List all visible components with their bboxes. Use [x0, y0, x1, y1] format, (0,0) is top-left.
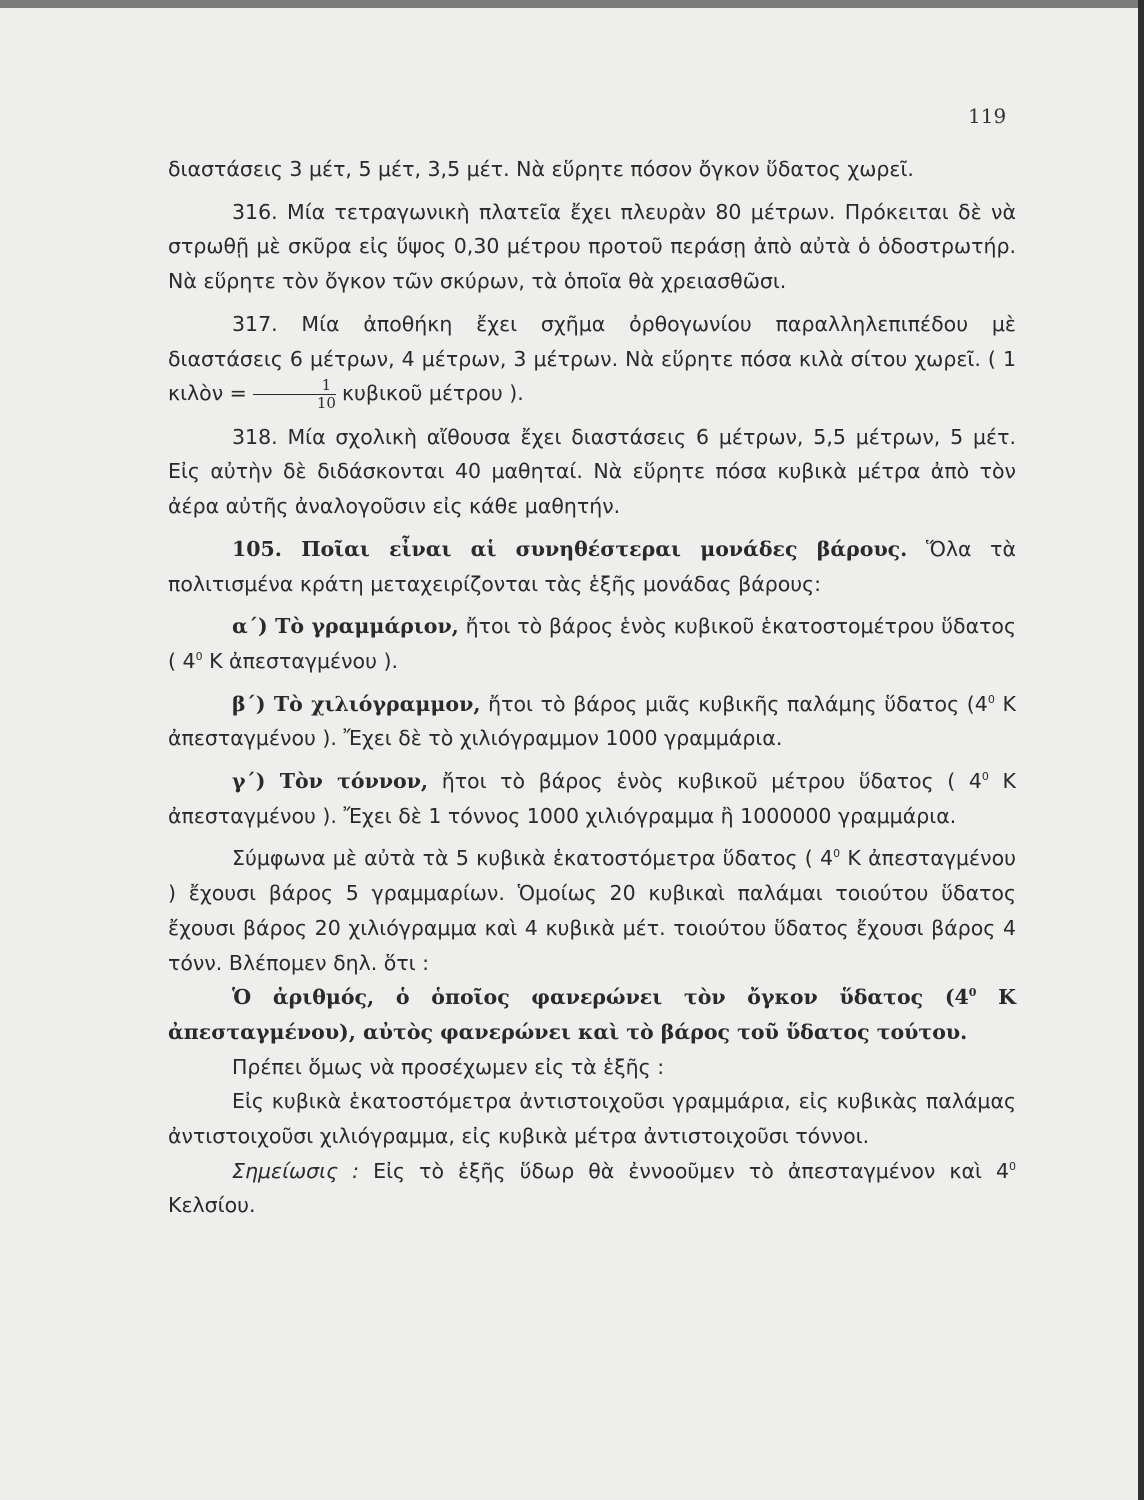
paragraph-prepei: Πρέπει ὅμως νὰ προσέχωμεν εἰς τὰ ἑξῆς :: [232, 1054, 665, 1079]
section-105-text: Ὅλα τὰ πολιτισμένα κράτη μεταχειρίζονται τὰς ἑξῆς μονάδας βάρους:: [168, 536, 1017, 596]
page-body: [168, 152, 1016, 1223]
rule-text: Ὁ ἀριθμός, ὁ ὁποῖος φανερώνει τὸν ὄγκον ὕδατος (4: [232, 985, 969, 1010]
section-105-heading: 105. Ποῖαι εἶναι αἱ συνηθέστεραι μονάδες βάρους.: [232, 536, 908, 561]
page-number: 119: [968, 104, 1007, 128]
paragraph-correspondence: Εἰς κυβικὰ ἑκατοστόμετρα ἀντιστοιχοῦσι γραμμάρια, εἰς κυβικὰς παλάμας ἀντιστοιχοῦσι χιλιόγραμμα, εἰς κυβικὰ μέτρα ἀντιστοιχοῦσι τόννοι.: [168, 1089, 1016, 1149]
unit-kilogram-text-end: Κ ἀπεσταγμένου ). Ἔχει δὲ τὸ χιλιόγραμμον 1000 γραμμάρια.: [168, 691, 1016, 751]
problem-316: 316. Μία τετραγωνικὴ πλατεῖα ἔχει πλευρὰν 80 μέτρων. Πρόκειται δὲ νὰ στρωθῇ μὲ σκῦρα εἰς ὕψος 0,30 μέτρου προτοῦ περάσῃ ἀπὸ αὐτὰ ὁ ὁδοστρωτήρ. Νὰ εὕρητε τὸν ὄγκον τῶν σκύρων, τὰ ὁποῖα θὰ χρειασθῶσι.: [168, 199, 1016, 294]
problem-318: 318. Μία σχολικὴ αἴθουσα ἔχει διαστάσεις 6 μέτρων, 5,5 μέτρων, 5 μέτ. Εἰς αὐτὴν δὲ διδάσκονται 40 μαθηταί. Νὰ εὕρητε πόσα κυβικὰ μέτρα ἀπὸ τὸν ἀέρα αὐτῆς ἀναλογοῦσιν εἰς κάθε μαθητήν.: [168, 424, 1016, 519]
degree-mark: 0: [1008, 1159, 1016, 1173]
section-105: [168, 532, 1016, 601]
unit-kilogram: [168, 687, 1016, 756]
rule-statement: [168, 980, 1016, 1049]
paragraph-symfona-text: Σύμφωνα μὲ αὐτὰ τὰ 5 κυβικὰ ἑκατοστόμετρα ὕδατος ( 4: [232, 846, 834, 871]
note-text: Εἰς τὸ ἑξῆς ὕδωρ θὰ ἐννοοῦμεν τὸ ἀπεσταγμένον καὶ 4: [373, 1158, 1009, 1183]
degree-mark: 0: [968, 986, 977, 1000]
fraction-denominator: 10: [316, 393, 336, 412]
degree-mark: 0: [981, 770, 989, 784]
unit-gram-text: ἤτοι τὸ βάρος ἑνὸς κυβικοῦ ἑκατοστομέτρου ὕδατος ( 4: [168, 614, 1016, 673]
paragraph-symfona: [168, 841, 1016, 980]
problem-317-tail: κυβικοῦ μέτρου ).: [341, 381, 524, 406]
rule-text-end: Κ ἀπεσταγμένου), αὐτὸς φανερώνει καὶ τὸ βάρος τοῦ ὕδατος τούτου.: [168, 985, 1016, 1044]
note-text-end: Κελσίου.: [168, 1193, 256, 1218]
note: [168, 1154, 1016, 1223]
scan-top-edge: [0, 0, 1144, 8]
fraction-numerator: 1: [253, 377, 336, 395]
paragraph-symfona-text-end: Κ ἀπεσταγμένου ) ἔχουσι βάρος 5 γραμμαρίων. Ὁμοίως 20 κυβικαὶ παλάμαι τοιούτου ὕδατος ἔχουσι βάρος 20 χιλιόγραμμα καὶ 4 κυβικὰ μέτ. τοιούτου ὕδατος ἔχουσι βάρος 4 τόνν. Βλέπομεν δηλ. ὅτι :: [168, 846, 1016, 975]
degree-mark: 0: [833, 847, 841, 861]
problem-317-text: 317. Μία ἀποθήκη ἔχει σχῆμα ὀρθογωνίου παραλληλεπιπέδου μὲ διαστάσεις 6 μέτρων, 4 μέτρων, 3 μέτρων. Νὰ εὕρητε πόσα κιλὰ σίτου χωρεῖ. ( 1 κιλὸν =: [168, 311, 1016, 406]
unit-kilogram-text: ἤτοι τὸ βάρος μιᾶς κυβικῆς παλάμης ὕδατος (4: [488, 691, 988, 716]
unit-kilogram-label: β΄) Τὸ χιλιόγραμμον,: [232, 691, 481, 716]
problem-317: [168, 307, 1016, 412]
unit-gram: [168, 609, 1016, 678]
problem-315-continuation: διαστάσεις 3 μέτ, 5 μέτ, 3,5 μέτ. Νὰ εὕρητε πόσον ὄγκον ὕδατος χωρεῖ.: [168, 157, 914, 181]
unit-ton-text: ἤτοι τὸ βάρος ἑνὸς κυβικοῦ μέτρου ὕδατος ( 4: [441, 769, 982, 794]
unit-gram-label: α΄) Τὸ γραμμάριον,: [232, 614, 459, 639]
degree-mark: 0: [195, 649, 203, 663]
fraction: [253, 377, 336, 412]
scan-right-edge: [1138, 0, 1144, 1500]
unit-ton: [168, 764, 1016, 833]
unit-gram-text-end: Κ ἀπεσταγμένου ).: [209, 648, 398, 673]
unit-ton-label: γ΄) Τὸν τόννον,: [232, 769, 429, 794]
unit-ton-text-end: Κ ἀπεσταγμένου ). Ἔχει δὲ 1 τόννος 1000 χιλιόγραμμα ἢ 1000000 γραμμάρια.: [168, 769, 1016, 828]
degree-mark: 0: [987, 692, 995, 706]
note-label: Σημείωσις :: [232, 1158, 360, 1183]
